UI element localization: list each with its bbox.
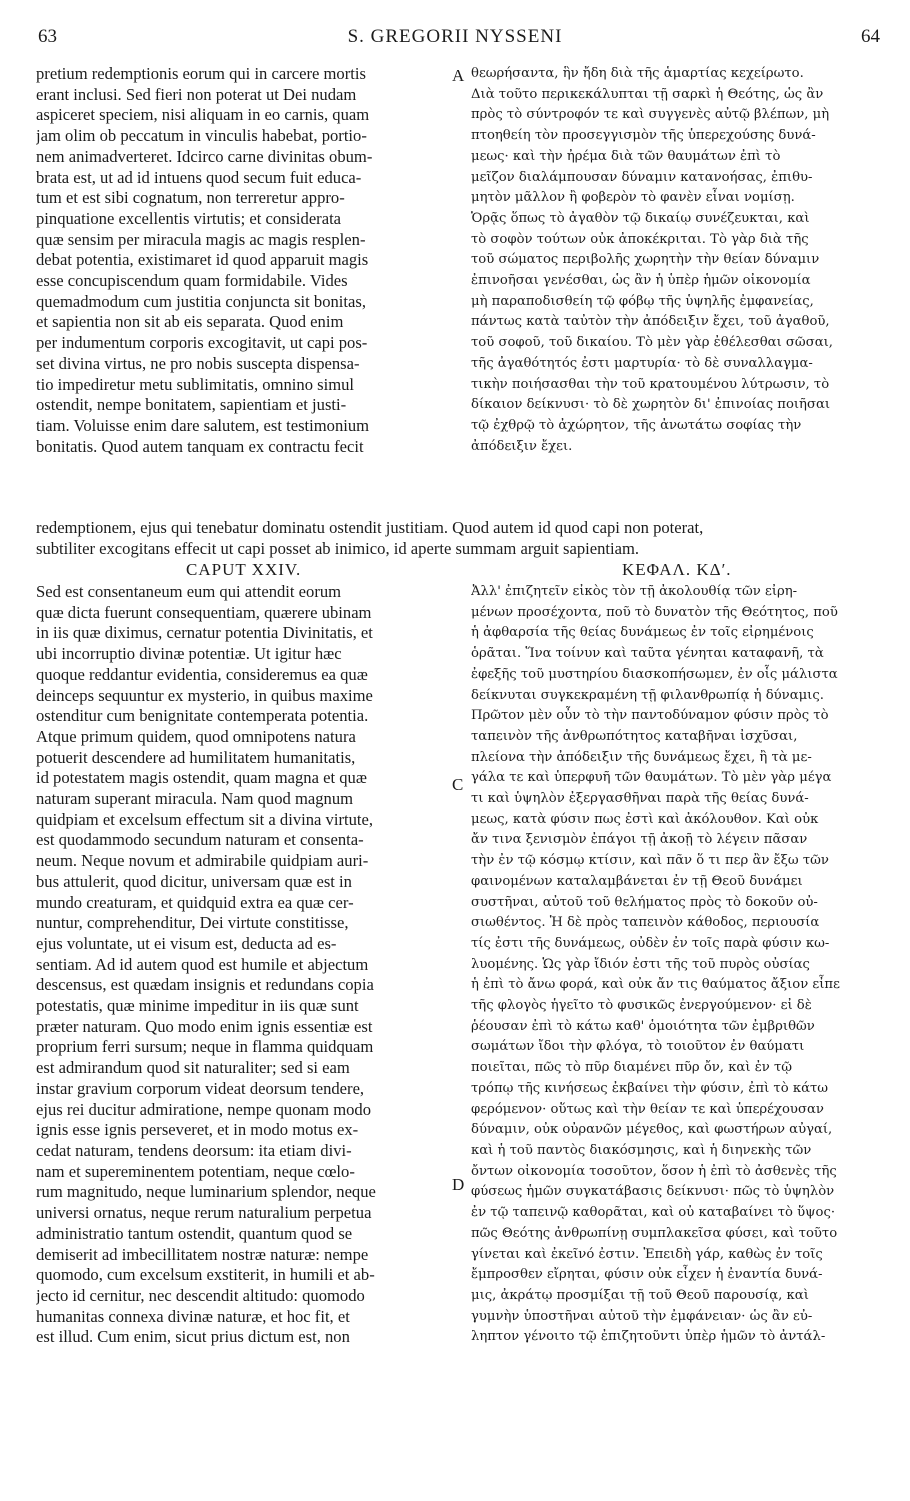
margin-mark-d: D [452, 1175, 465, 1194]
full-width-lines: redemptionem, ejus qui tenebatur dominatu ostendit justitiam. Quod autem id quod capi non poterat, subtiliter excogitans effecit ut capi posset ab inimico, id aperte summam arguit sapientiam. [36, 518, 704, 558]
page-number-left: 63 [38, 26, 57, 47]
margin-mark-c: C [452, 775, 464, 794]
running-header [30, 26, 880, 56]
greek-column-upper: θεωρήσαντα, ἣν ἤδη διὰ τῆς ἁμαρτίας κεχείρωτο. Διὰ τοῦτο περικεκάλυπται τῇ σαρκὶ ἡ Θεότης, ὡς ἂν πρὸς τὸ σύντροφόν τε καὶ συγγενὲς αὐτῷ βλέπων, μὴ πτοηθείη τὸν προσεγγισμὸν τῆς ὑπερεχούσης δυνά- μεως· καὶ τὴν ἠρέμα διὰ τῶν θαυμάτων ἐπὶ τὸ μεῖζον διαλάμπουσαν δύναμιν κατανοήσας, ἐπιθυ- μητὸν μᾶλλον ἢ φοβερὸν τὸ φανὲν εἶναι νομίσῃ. Ὁρᾷς ὅπως τὸ ἀγαθὸν τῷ δικαίῳ συνέζευκται, καὶ τὸ σοφὸν τούτων οὐκ ἀποκέκριται. Τὸ γὰρ διὰ τῆς τοῦ σώματος περιβολῆς χωρητὴν τὴν θείαν δύναμιν ἐπινοῆσαι γενέσθαι, ὡς ἂν ἡ ὑπὲρ ἡμῶν οἰκονομία μὴ παραποδισθείη τῷ φόβῳ τῆς ὑψηλῆς ἐμφανείας, πάντως κατὰ ταὐτὸν τὴν ἀπόδειξιν ἔχει, τοῦ ἀγαθοῦ, τοῦ σοφοῦ, τοῦ δικαίου. Τὸ μὲν γὰρ ἐθέλεσθαι σῶσαι, τῆς ἀγαθότητός ἐστι μαρτυρία· τὸ δὲ συναλλαγμα- τικὴν ποιήσασθαι τὴν τοῦ κρατουμένου λύτρωσιν, τὸ δίκαιον δείκνυσι· τὸ δὲ χωρητὸν δι' ἐπινοίας ποιῆσαι τῷ ἐχθρῷ τὸ ἀχώρητον, τῆς ἀνωτάτω σοφίας τὴν ἀπόδειξιν ἔχει. [471, 66, 833, 454]
latin-column-upper: pretium redemptionis eorum qui in carcere mortis erant inclusi. Sed fieri non poterat ut Dei nudam aspiceret speciem, nisi aliquam in eo carnis, quam jam olim ob peccatum in vinculis habebat, portio- nem animadverteret. Idcirco carne divinitas obum- brata est, ut ad id intuens quod secum fuit educa- tum et est sibi cognatum, non terreretur appro- pinquatione excellentis virtutis; et considerata quæ sensim per miracula magis ac magis resplen- debat potentia, existimaret id quod apparuit magis esse concupiscendum quam formidabile. Vides quemadmodum cum justitia conjuncta sit bonitas, et sapientia non sit ab eis separata. Quod enim per indumentum corporis excogitavit, ut capi pos- set divina virtus, ne pro nobis suscepta dispensa- tio impediretur metu sublimitatis, omnino simul ostendit, nempe bonitatem, sapientiam et justi- tiam. Voluisse enim dare salutem, est testimonium bonitatis. Quod autem tanquam ex contractu fecit [36, 64, 373, 456]
running-title: S. GREGORII NYSSENI [347, 26, 563, 47]
latin-column-lower: Sed est consentaneum eum qui attendit eorum quæ dicta fuerunt consequentiam, quærere ubinam in iis quæ diximus, cernatur potentia Divinitatis, et ubi incorruptio divinæ potentiæ. Ut igitur hæc quoque reddantur evidentia, consideremus ea quæ deinceps sequuntur ex mysterio, in quibus maxime ostenditur cum benignitate contemperata potentia. Atque primum quidem, quod omnipotens natura potuerit descendere ad humilitatem humanitatis, id potestatem magis ostendit, quam magna et quæ naturam superant miracula. Nam quod magnum quidpiam et excelsum effectum sit a divina virtute, est quodammodo secundum naturam et consenta- neum. Neque novum et admirabile quidpiam auri- bus attulerit, quod dicitur, universam quæ est in mundo creaturam, et quidquid extra ea quæ cer- nuntur, comprehenditur, Dei virtute constitisse, ejus voluntate, ut ei visum est, deducta ad es- sentiam. Ad id autem quod est humile et abjectum descensus, est quædam insignis et redundans copia potestatis, quæ minime impeditur in iis quæ sunt præter naturam. Quo modo enim ignis essentiæ est proprium ferri sursum; neque in flamma quidquam est admirandum quod sit naturaliter; sed si eam instar gravium corporum videat deorsum tendere, ejus rei ducitur admiratione, nempe quonam modo ignis esse ignis perseveret, et in modo motus ex- cedat naturam, tendens deorsum: ita etiam divi- nam et supereminentem potentiam, neque cœlo- rum magnitudo, neque luminarium splendor, neque universi ornatus, neque rerum naturalium perpetua administratio tantum ostendit, quantum quod se demiserit ad imbecillitatem nostræ naturæ: nempe quomodo, cum excelsum exstiterit, in humili et ab- jecto id cernitur, nec descendit altitudo: quomodo humanitas connexa divinæ naturæ, et hoc fit, et est illud. Cum enim, sicut prius dictum est, non [36, 582, 376, 1347]
chapter-heading-latin: CAPUT XXIV. [186, 560, 302, 579]
page-number-right: 64 [861, 26, 880, 47]
chapter-heading-greek: ΚΕΦΑΛ. ΚΔʹ. [622, 560, 732, 579]
margin-mark-a: A [452, 66, 465, 85]
greek-column-lower: Ἀλλ' ἐπιζητεῖν εἰκὸς τὸν τῇ ἀκολουθίᾳ τῶν εἰρη- μένων προσέχοντα, ποῦ τὸ δυνατὸν τῆς Θεότητος, ποῦ ἡ ἀφθαρσία τῆς θείας δυνάμεως ἐν τοῖς εἰρημένοις ὁρᾶται. Ἵνα τοίνυν καὶ ταῦτα γένηται καταφανῆ, τὰ ἐφεξῆς τοῦ μυστηρίου διασκοπήσωμεν, ἐν οἷς μάλιστα δείκνυται συγκεκραμένη τῇ φιλανθρωπίᾳ ἡ δύναμις. Πρῶτον μὲν οὖν τὸ τὴν παντοδύναμον φύσιν πρὸς τὸ ταπεινὸν τῆς ἀνθρωπότητος καταβῆναι ἰσχῦσαι, πλείονα τὴν ἀπόδειξιν τῆς δυνάμεως ἔχει, ἢ τὰ με- γάλα τε καὶ ὑπερφυῆ τῶν θαυμάτων. Τὸ μὲν γὰρ μέγα τι καὶ ὑψηλὸν ἐξεργασθῆναι παρὰ τῆς θείας δυνά- μεως, κατὰ φύσιν πως ἐστὶ καὶ ἀκόλουθον. Καὶ οὐκ ἄν τινα ξενισμὸν ἐπάγοι τῇ ἀκοῇ τὸ λέγειν πᾶσαν τὴν ἐν τῷ κόσμῳ κτίσιν, καὶ πᾶν ὅ τι περ ἂν ἔξω τῶν φαινομένων καταλαμβάνεται ἐν τῇ Θεοῦ δυνάμει συστῆναι, αὐτοῦ τοῦ θελήματος πρὸς τὸ δοκοῦν οὐ- σιωθέντος. Ἡ δὲ πρὸς ταπεινὸν κάθοδος, περιουσία τίς ἐστι τῆς δυνάμεως, οὐδὲν ἐν τοῖς παρὰ φύσιν κω- λυομένης. Ὡς γὰρ ἴδιόν ἐστι τῆς τοῦ πυρὸς οὐσίας ἡ ἐπὶ τὸ ἄνω φορά, καὶ οὐκ ἄν τις θαύματος ἄξιον εἶπε τῆς φλογὸς ἡγεῖτο τὸ φυσικῶς ἐνεργούμενον· εἰ δὲ ῥέουσαν ἐπὶ τὸ κάτω καθ' ὁμοιότητα τῶν ἐμβριθῶν σωμάτων ἴδοι τὴν φλόγα, τὸ τοιοῦτον ἐν θαύματι ποιεῖται, πῶς τὸ πῦρ διαμένει πῦρ ὄν, καὶ ἐν τῷ τρόπῳ τῆς κινήσεως ἐκβαίνει τὴν φύσιν, ἐπὶ τὸ κάτω φερόμενον· οὕτως καὶ τὴν θείαν τε καὶ ὑπερέχουσαν δύναμιν, οὐκ οὐρανῶν μέγεθος, καὶ φωστήρων αὐγαί, καὶ ἡ τοῦ παντὸς διακόσμησις, καὶ ἡ διηνεκὴς τῶν ὄντων οἰκονομία τοσοῦτον, ὅσον ἡ ἐπὶ τὸ ἀσθενὲς τῆς φύσεως ἡμῶν συγκατάβασις δείκνυσι· πῶς τὸ ὑψηλὸν ἐν τῷ ταπεινῷ καθορᾶται, καὶ οὐ καταβαίνει τὸ ὕψος· πῶς Θεότης ἀνθρωπίνῃ συμπλακεῖσα φύσει, καὶ τοῦτο γίνεται καὶ ἐκεῖνό ἐστιν. Ἐπειδὴ γάρ, καθὼς ἐν τοῖς ἔμπροσθεν εἴρηται, φύσιν οὐκ εἶχεν ἡ ἐναντία δυνά- μις, ἀκράτῳ προσμίξαι τῇ τοῦ Θεοῦ παρουσίᾳ, καὶ γυμνὴν ὑποστῆναι αὐτοῦ τὴν ἐμφάνειαν· ὡς ἂν εὐ- ληπτον γένοιτο τῷ ἐπιζητοῦντι ὑπὲρ ἡμῶν τὸ ἀντάλ- [471, 584, 840, 1345]
